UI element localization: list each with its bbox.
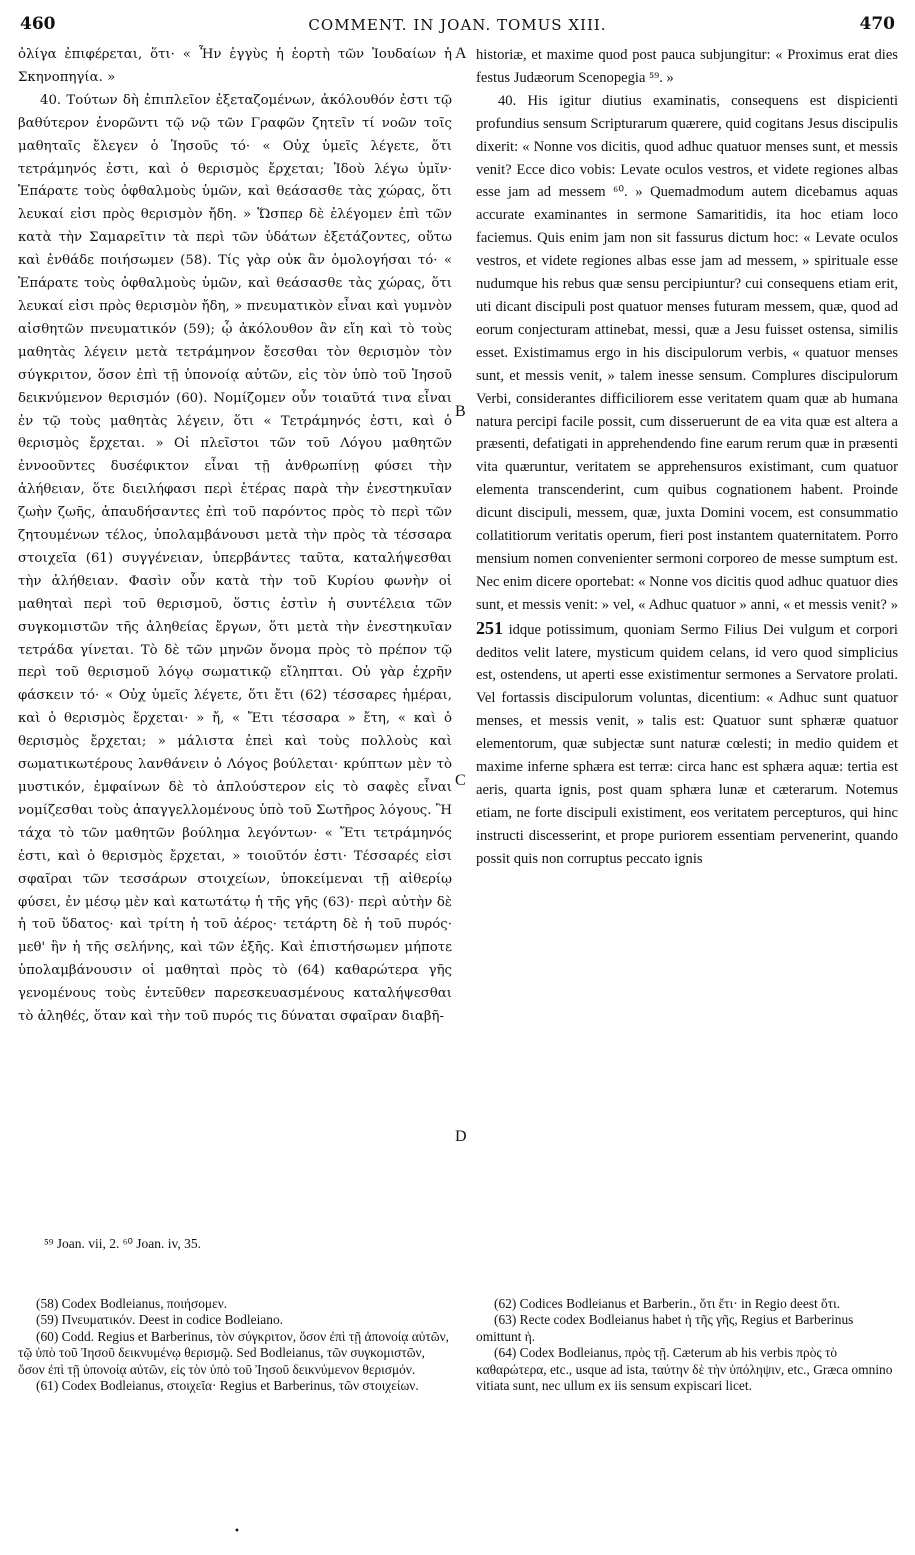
latin-text-after-mark: idque potissimum, quoniam Sermo Filius Dei vulgum et corpori deditos velit latere, mysticum quidem celans, id vero quod simplicius est, ostendens, ut aperti esse existimentur sermones a Servatore prolati. Vel fortassis discipulorum voluntas, dicentium: « Adhuc sunt quatuor menses, et messis venit, » talis est: Quatuor sunt sphæræ quatuor elementorum, quæ subjectæ sunt naturæ cœlesti; in medio quidem et maxime inferne sphæra est terræ: circa hanc est sphæra aquæ: tertia est aeris, quarta ignis, post quam sphæra lunæ et cæterarum. Notemus etiam, ne forte discipuli existiment, eos veritatem percepturos, qui hinc instructi discesserint, et prope puriorem essentiam pervenerint, quando possit quis non corruptus peccato ignis <box>476 621 898 867</box>
footnote-60: (60) Codd. Regius et Barberinus, τὸν σύγκριτον, ὅσον ἐπὶ τῇ ἀπονοίᾳ αὐτῶν, τῷ ὑπὸ τοῦ Ἰησοῦ δεικνυμένῳ θερισμῷ. Sed Bodleianus, τῶν συγκομιστῶν, ὅσον ἐπὶ τῇ ὑπονοίᾳ αὐτῶν, εἰς τὸν ὑπὸ τοῦ Ἰησοῦ δεικνύμενον θερισμόν. <box>18 1328 449 1377</box>
footnote-58: (58) Codex Bodleianus, ποιήσομεν. <box>36 1296 228 1311</box>
edition-page-mark: 251 <box>476 617 503 638</box>
greek-paragraph-2: 40. Τούτων δὴ ἐπιπλεῖον ἐξεταζομένων, ἀκόλουθόν ἐστι τῷ βαθύτερον ἐνορῶντι τῷ νῷ τῶν Γραφῶν ζητεῖν τί νοῶν τοῖς μαθηταῖς ἔλεγεν ὁ Ἰησοῦς τό· « Οὐχ ὑμεῖς λέγετε, ὅτι τετράμηνός ἐστι, καὶ ὁ θερισμὸς ἔρχεται; Ἰδοὺ λέγω ὑμῖν· Ἐπάρατε τοὺς ὀφθαλμοὺς ὑμῶν, καὶ θεάσασθε τὰς χώρας, ὅτι λευκαί εἰσι πρὸς θερισμὸν ἤδη. » Ὥσπερ δὲ ἐλέγομεν ἐπὶ τῶν κατὰ τὴν Σαμαρεῖτιν τὰ περὶ τῶν ὑδάτων ἐξετάζοντες, οὕτω καὶ ἐνθάδε ποιήσωμεν (58). Τίς γὰρ οὐκ ἂν ὁμολογήσαι τό· « Ἐπάρατε τοὺς ὀφθαλμοὺς ὑμῶν, καὶ θεάσασθε τὰς χώρας, ὅτι λευκαί εἰσι πρὸς θερισμὸν ἤδη, » πνευματικὸν εἶναι καὶ γυμνὸν αἰσθητῶν πνευματικόν (59); ᾧ ἀκόλουθον ἂν εἴη καὶ τὸ τοὺς μαθητὰς λέγειν μετὰ τετράμηνον ἔσεσθαι τὸν θερισμὸν τὸν σύγκριτον, ὅσον ἐπὶ τῇ ὑπονοίᾳ αὐτῶν, εἰς τὸν ὑπὸ τοῦ Ἰησοῦ δεικνύμενον θερισμόν (60). Νομίζομεν οὖν τοιαῦτά τινα εἶναι ἐν τῷ τοὺς μαθητὰς λέγειν, ὅτι « Τετράμηνός ἐστι, καὶ ὁ θερισμὸς ἔρχεται. » Οἱ πλεῖστοι τῶν τοῦ Λόγου μαθητῶν ἐννοοῦντες δυσέφικτον εἶναι τῇ ἀνθρωπίνῃ φύσει τὴν ἀλήθειαν, ὅτε διειλήφασι περὶ ἑτέρας παρὰ τὴν ἐνεστηκυῖαν ζωὴν ζωῆς, ἀπαυδήσαντες ἐπὶ τοῦ παρόντος πρὸς τὸ περὶ τῶν ζητουμένων τέλος, ὑπολαμβάνουσι μετὰ τὴν πρὸς τὰ τέσσαρα στοιχεῖα (61) συγγένειαν, ὑπερβάντες ταῦτα, καταλήψεσθαι τὴν ἀλήθειαν. Φασὶν οὖν κατὰ τὴν τοῦ Κυρίου φωνὴν οἱ μαθηταὶ περὶ τοῦ θερισμοῦ, ὅστις ἐστὶν ἡ συντέλεια τῶν συγκομιστῶν τῆς ἀληθείας ἔργων, ὅτι μετὰ τὴν ἐνεστηκυῖαν τετράδα γίνεται. Τὸ δὲ τῶν μηνῶν ὄνομα πρὸς τὸ πρέπον τῷ περὶ τοῦ θερισμοῦ λόγῳ σωματικῷ εἴληπται. Οὐ γὰρ ἐχρῆν φάσκειν τό· « Οὐχ ὑμεῖς λέγετε, ὅτι ἔτι (62) τέσσαρες ἡμέραι, καὶ ὁ θερισμὸς ἔρχεται· » ἤ, « Ἔτι τέσσαρα » ἔτη, « καὶ ὁ θερισμὸς ἔρχεται; » μάλιστα ἐπεὶ καὶ τοὺς πολλοὺς καὶ σωματικωτέρους λανθάνειν ὁ Λόγος βούλεται· κρύπτων μὲν τὸ μυστικόν, ἐμφαίνων δὲ τὸ ἁπλούστερον εἰς τὸ σαφὲς εἶναι νομίζεσθαι τοὺς ἀπαγγελλομένους ὑπὸ τοῦ Σωτῆρος λόγους. Ἢ τάχα τὸ τῶν μαθητῶν βούλημα λεγόντων· « Ἔτι τετράμηνός ἐστι, καὶ ὁ θερισμὸς ἔρχεται, » τοιοῦτόν ἐστι· Τέσσαρές εἰσι σφαῖραι τῶν τεσσάρων στοιχείων, ὑποκείμεναι τῇ αἰθερίῳ φύσει, ἐν μέσῳ μὲν καὶ κατωτάτῳ ἡ τῆς γῆς (63)· περὶ αὐτὴν δὲ ἡ τοῦ ὕδατος· καὶ τρίτη ἡ τοῦ ἀέρος· τετάρτη δὲ ἡ τοῦ πυρός· μεθ' ἣν ἡ τῆς σελήνης, καὶ τῶν ἑξῆς. Καὶ ἐπιστήσωμεν μήποτε ὑπολαμβάνουσιν οἱ μαθηταὶ πρὸς τὸ (64) καθαρώτερα γῆς γενομένους τοὺς ἐντεῦθεν παρεσκευασμένους καταλήψεσθαι τὸ ἀληθές, ὅταν καὶ τὴν τοῦ πυρός τις δύναται σφαῖραν διαβῆ- <box>18 92 452 1025</box>
margin-marker-d: D <box>455 1128 467 1145</box>
margin-marker-b: B <box>455 403 466 420</box>
margin-marker-a: A <box>455 45 467 62</box>
footnotes-right <box>476 1296 898 1394</box>
scripture-references: ⁵⁹ Joan. vii, 2. ⁶⁰ Joan. iv, 35. <box>44 1236 202 1251</box>
footnote-62: (62) Codices Bodleianus et Barberin., ὅτι ἔτι· in Regio deest ὅτι. <box>494 1296 841 1311</box>
stray-ink-dot: • <box>234 1526 240 1537</box>
greek-column <box>18 44 452 1224</box>
running-header <box>16 14 899 40</box>
footnotes-left <box>18 1296 452 1394</box>
latin-paragraph-1: historiæ, et maxime quod post pauca subjungitur: « Proximus erat dies festus Judæorum Scenopegia ⁵⁹. » <box>476 47 898 86</box>
latin-text-before-mark: 40. His igitur diutius examinatis, consequens est dispicienti profundius sensum Scripturarum quærere, quid cogitans Jesus discipulis dixerit: « Nonne vos dicitis, quod adhuc quatuor menses sunt, et messis venit? Ecce dico vobis: Levate oculos vestros, et videte regiones albas esse jam ad messem ⁶⁰. » Quemadmodum autem dicebamus aquas accurate examinantes in sermone Samaritidis, ita hoc etiam loco faciemus. Quis enim jam non sit fassurus dictum hoc: « Levate oculos vestros, et videte regiones albas esse jam ad messem, » spirituale esse nudumque his rebus quæ sensu percipiuntur? cui consequens etiam erit, uti dicant discipuli post quatuor menses futuram messem, quæ, quod ad eorum conjecturam attinebat, messi, quæ a Jesu fuisset ostensa, similis esset. Existimamus ergo in his discipulorum verbis, « quatuor menses sunt, et messis venit, » talem inesse sensum. Complures discipulorum Verbi, considerantes difficiliorem esse veritatem quam quæ ab humana natura percipi facile possit, cum disseruerunt de ea vita quæ est altera a præsenti, defatigati in apprehendendo fine earum rerum quæ in præsenti vita quæruntur, veritatem se apprehensuros existimant, cum quatuor elementa transcenderint, cum quibus cognationem habent. Proinde dicunt discipuli, messem, quæ, juxta Domini vocem, est consummatio collatitiorum veritatis operum, fieri post instantem quaternitatem. Porro mensium nomen convenienter sermoni corporeo de messe sumptum est. Nec enim dicere oportebat: « Nonne vos dicitis quod adhuc quatuor dies sunt, et messis venit: » vel, « Adhuc quatuor » anni, « et messis venit? » <box>476 92 898 613</box>
footnote-64: (64) Codex Bodleianus, πρὸς τῇ. Cæterum ab his verbis πρὸς τὸ καθαρώτερα, etc., usque ad ista, ταύτην δὲ τὴν ὑπόληψιν, etc., Græca omnino vitiata sunt, nec ullum ex iis sensum expiscari licet. <box>476 1345 893 1394</box>
page-number-left: 460 <box>20 14 56 34</box>
footnote-61: (61) Codex Bodleianus, στοιχεῖα· Regius et Barberinus, τῶν στοιχείων. <box>36 1378 419 1394</box>
footnote-59: (59) Πνευματικόν. Deest in codice Bodleiano. <box>36 1312 283 1328</box>
latin-paragraph-2 <box>476 90 898 871</box>
page-number-right: 470 <box>859 14 895 34</box>
margin-marker-c: C <box>455 772 466 789</box>
latin-column <box>476 44 898 1224</box>
running-title: COMMENT. IN JOAN. TOMUS XIII. <box>308 16 607 34</box>
greek-paragraph-1: ὀλίγα ἐπιφέρεται, ὅτι· « Ἦν ἐγγὺς ἡ ἑορτὴ τῶν Ἰουδαίων ἡ Σκηνοπηγία. » <box>18 47 452 85</box>
footnote-63: (63) Recte codex Bodleianus habet ἡ τῆς γῆς, Regius et Barberinus omittunt ἡ. <box>476 1312 854 1344</box>
